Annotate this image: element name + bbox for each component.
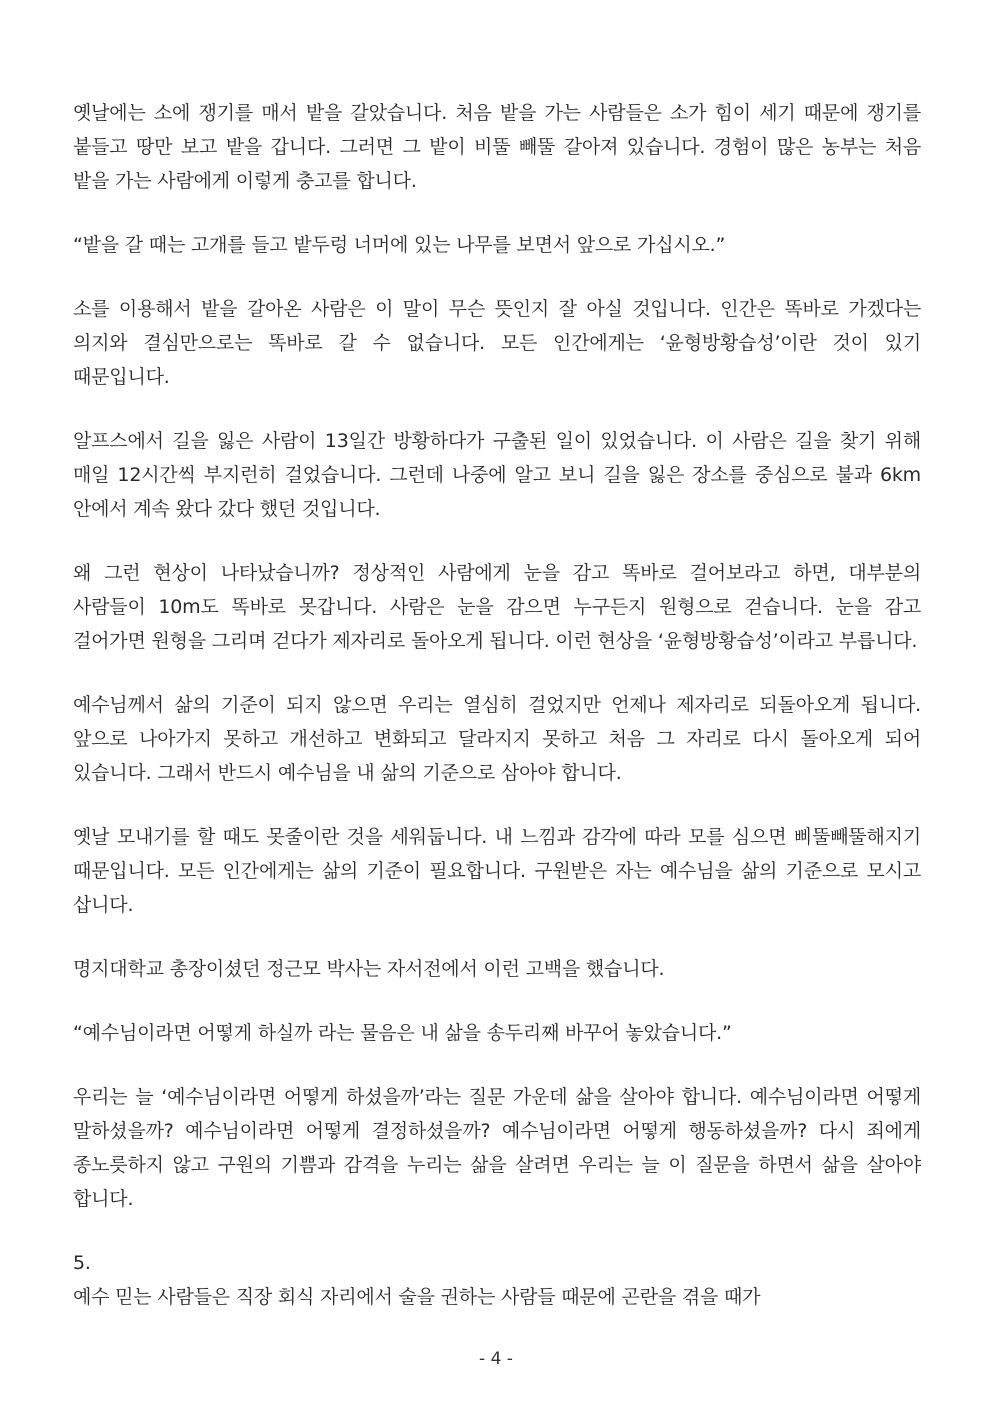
- paragraph-what-would-jesus-do: 우리는 늘 ‘예수님이라면 어떻게 하셨을까’라는 질문 가운데 삶을 살아야 합니다. 예수님이라면 어떻게 말하셨을까? 예수님이라면 어떻게 결정하셨을까? 예수님이라면 어떻게 행동하셨을까? 다시 죄에게 종노릇하지 않고 구원의 기쁨과 감격을 누리는 삶을 살려면 우리는 늘 이 질문을 하면서 삶을 살아야 합니다.: [73, 1086, 921, 1210]
- paragraph-farmer-quote: “밭을 갈 때는 고개를 들고 밭두렁 너머에 있는 나무를 보면서 앞으로 가십시오.”: [73, 234, 726, 256]
- paragraph-myongji-president: 명지대학교 총장이셨던 정근모 박사는 자서전에서 이런 고백을 했습니다.: [73, 958, 665, 980]
- page-number: - 4 -: [479, 1349, 513, 1369]
- paragraph-plowing: 옛날에는 소에 쟁기를 매서 밭을 갈았습니다. 처음 밭을 가는 사람들은 소가 힘이 세기 때문에 쟁기를 붙들고 땅만 보고 밭을 갑니다. 그러면 그 밭이 비뚤 빼뚤 갈아져 있습니다. 경험이 많은 농부는 처음 밭을 가는 사람에게 이렇게 충고를 합니다.: [73, 102, 921, 192]
- paragraph-circular-wandering: 소를 이용해서 밭을 갈아온 사람은 이 말이 무슨 뜻인지 잘 아실 것입니다. 인간은 똑바로 가겠다는 의지와 결심만으로는 똑바로 갈 수 없습니다. 모든 인간에게는 ‘윤형방황습성’이란 것이 있기 때문입니다.: [73, 298, 921, 388]
- paragraph-rice-planting: 옛날 모내기를 할 때도 못줄이란 것을 세워둡니다. 내 느낌과 감각에 따라 모를 심으면 삐뚤빼뚤해지기 때문입니다. 모든 인간에게는 삶의 기준이 필요합니다. 구원받은 자는 예수님을 삶의 기준으로 모시고 삽니다.: [73, 826, 921, 916]
- paragraph-jesus-standard: 예수님께서 삶의 기준이 되지 않으면 우리는 열심히 걸었지만 언제나 제자리로 되돌아오게 됩니다. 앞으로 나아가지 못하고 개선하고 변화되고 달라지지 못하고 처음 그 자리로 다시 돌아오게 되어 있습니다. 그래서 반드시 예수님을 내 삶의 기준으로 삼아야 합니다.: [73, 694, 921, 784]
- paragraph-confession-quote: “예수님이라면 어떻게 하실까 라는 물음은 내 삶을 송두리째 바꾸어 놓았습니다.”: [73, 1022, 732, 1044]
- paragraph-company-dinner: 예수 믿는 사람들은 직장 회식 자리에서 술을 권하는 사람들 때문에 곤란을 겪을 때가: [73, 1286, 761, 1308]
- paragraph-eyes-closed: 왜 그런 현상이 나타났습니까? 정상적인 사람에게 눈을 감고 똑바로 걸어보라고 하면, 대부분의 사람들이 10m도 똑바로 못갑니다. 사람은 눈을 감으면 누구든지 원형으로 걷습니다. 눈을 감고 걸어가면 원형을 그리며 걷다가 제자리로 돌아오게 됩니다. 이런 현상을 ‘윤형방황습성’이라고 부릅니다.: [73, 562, 921, 652]
- section-number: 5.: [73, 1252, 91, 1274]
- paragraph-alps-story: 알프스에서 길을 잃은 사람이 13일간 방황하다가 구출된 일이 있었습니다. 이 사람은 길을 찾기 위해 매일 12시간씩 부지런히 걸었습니다. 그런데 나중에 알고 보니 길을 잃은 장소를 중심으로 불과 6km 안에서 계속 왔다 갔다 했던 것입니다.: [73, 430, 921, 520]
- page-body: [73, 96, 921, 1314]
